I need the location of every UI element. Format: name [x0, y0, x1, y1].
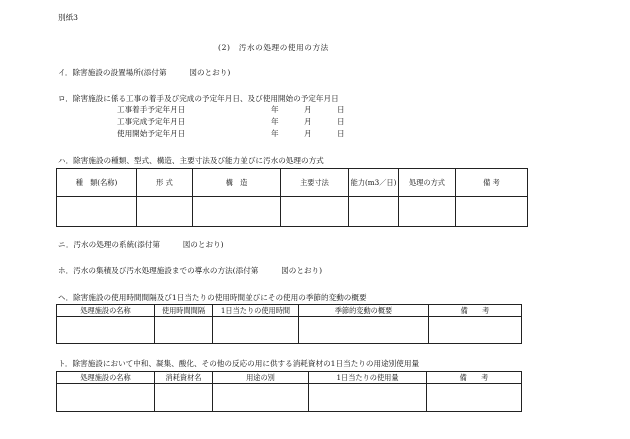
- section-i-label: イ．除害施設の設置場所(添付第 図のとおり): [58, 68, 231, 77]
- usage-time-table: [56, 304, 522, 344]
- column-header: 1日当たりの使用量: [309, 372, 427, 384]
- table-cell[interactable]: [309, 384, 427, 412]
- table-header-row: [57, 169, 528, 197]
- table-cell[interactable]: [155, 384, 213, 412]
- schedule-row-label: 工事着手予定年月日: [117, 105, 186, 114]
- column-header: 使用時間間隔: [155, 305, 213, 317]
- table-cell[interactable]: [281, 197, 349, 227]
- facility-spec-table: [56, 168, 528, 227]
- table-cell[interactable]: [193, 197, 281, 227]
- column-header: 備 考: [427, 372, 522, 384]
- day-unit: 日: [337, 117, 345, 126]
- table-cell[interactable]: [57, 384, 155, 412]
- schedule-row-label: 工事完成予定年月日: [117, 117, 186, 126]
- column-header: 処理施設の名称: [57, 305, 155, 317]
- schedule-row-label: 使用開始予定年月日: [117, 129, 186, 138]
- table-header-row: [57, 305, 522, 317]
- table-cell[interactable]: [299, 317, 429, 344]
- month-unit: 月: [304, 117, 312, 126]
- table-header-row: [57, 372, 522, 384]
- column-header: 季節的変動の概要: [299, 305, 429, 317]
- table-row: [57, 384, 522, 412]
- day-unit: 日: [337, 129, 345, 138]
- column-header: 構 造: [193, 169, 281, 197]
- table-cell[interactable]: [427, 384, 522, 412]
- table-cell[interactable]: [155, 317, 213, 344]
- column-header: 能力(m3／日): [349, 169, 399, 197]
- consumables-table: [56, 371, 522, 412]
- section-ni-label: ニ．汚水の処理の系統(添付第 図のとおり): [58, 240, 224, 249]
- column-header: 用途の別: [213, 372, 309, 384]
- day-unit: 日: [337, 105, 345, 114]
- column-header: 処理の方式: [399, 169, 456, 197]
- column-header: 形 式: [137, 169, 193, 197]
- section-to-label: ト．除害施設において中和、凝集、酸化、その他の反応の用に供する消耗資材の1日当たりの用途別使用量: [58, 359, 420, 368]
- appendix-label: 別紙3: [58, 13, 79, 22]
- column-header: 消耗資材名: [155, 372, 213, 384]
- table-cell[interactable]: [399, 197, 456, 227]
- month-unit: 月: [304, 129, 312, 138]
- table-cell[interactable]: [57, 317, 155, 344]
- section-ha-label: ハ．除害施設の種類、型式、構造、主要寸法及び能力並びに汚水の処理の方式: [58, 156, 324, 165]
- column-header: 備 考: [456, 169, 528, 197]
- month-unit: 月: [304, 105, 312, 114]
- year-unit: 年: [271, 129, 279, 138]
- section-ro-label: ロ．除害施設に係る工事の着手及び完成の予定年月日、及び使用開始の予定年月日: [58, 94, 339, 103]
- section-he-label: ヘ．除害施設の使用時間間隔及び1日当たりの使用時間並びにその使用の季節的変動の概要: [58, 293, 367, 302]
- year-unit: 年: [271, 105, 279, 114]
- column-header: 備 考: [429, 305, 522, 317]
- table-cell[interactable]: [456, 197, 528, 227]
- table-cell[interactable]: [57, 197, 137, 227]
- column-header: 1日当たりの使用時間: [213, 305, 299, 317]
- table-cell[interactable]: [213, 384, 309, 412]
- column-header: 処理施設の名称: [57, 372, 155, 384]
- table-row: [57, 317, 522, 344]
- table-cell[interactable]: [349, 197, 399, 227]
- table-cell[interactable]: [137, 197, 193, 227]
- table-row: [57, 197, 528, 227]
- page-title: (2) 汚水の処理の使用の方法: [218, 43, 329, 52]
- table-cell[interactable]: [213, 317, 299, 344]
- table-cell[interactable]: [429, 317, 522, 344]
- column-header: 種 類(名称): [57, 169, 137, 197]
- column-header: 主要寸法: [281, 169, 349, 197]
- section-ho-label: ホ．汚水の集積及び汚水処理施設までの導水の方法(添付第 図のとおり): [58, 266, 323, 275]
- year-unit: 年: [271, 117, 279, 126]
